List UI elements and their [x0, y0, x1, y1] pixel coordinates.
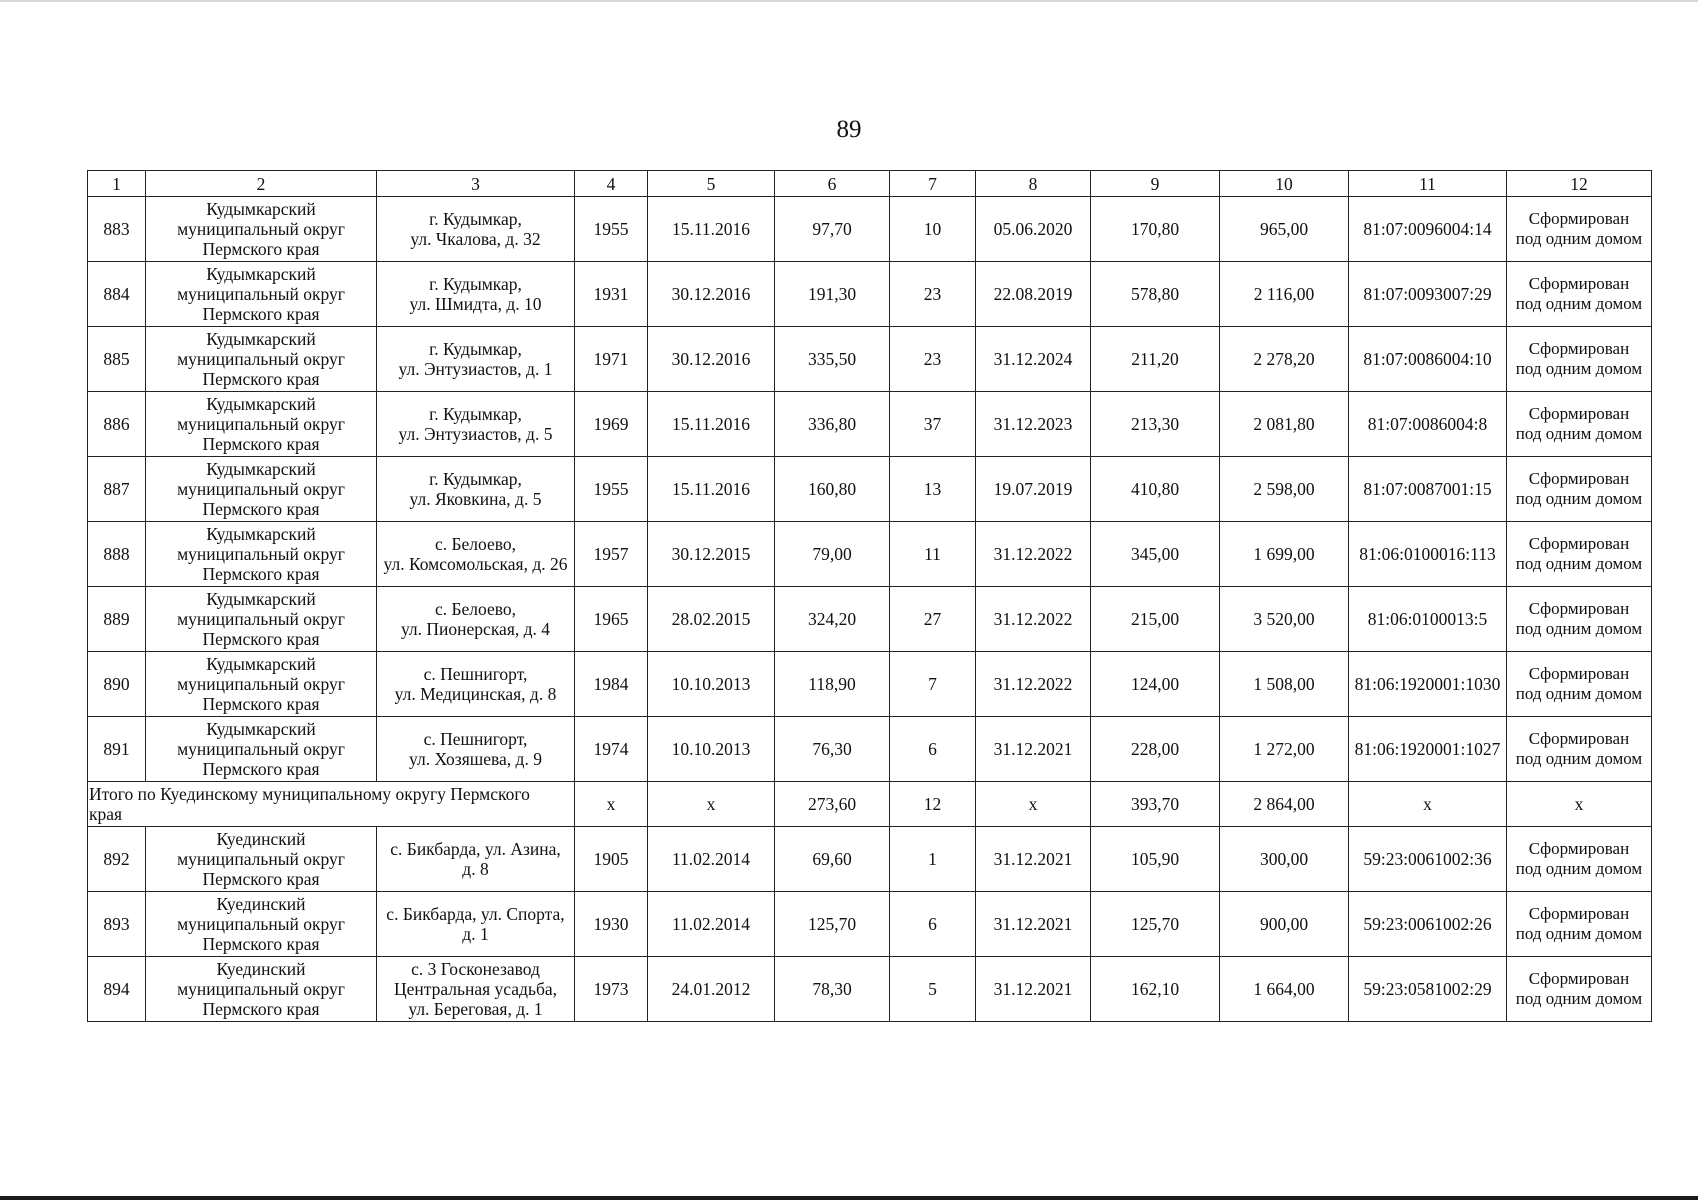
- column-number-header: 4: [575, 171, 648, 197]
- build-year-cell: 1955: [575, 197, 648, 262]
- municipality-cell-line: Кудымкарский: [206, 719, 316, 739]
- build-year-cell: 1984: [575, 652, 648, 717]
- resettlement-date-cell: 31.12.2024: [976, 327, 1091, 392]
- column-9-cell: 345,00: [1091, 522, 1220, 587]
- address-cell: [377, 957, 575, 1022]
- column-9-cell: 215,00: [1091, 587, 1220, 652]
- row-number-cell: 890: [88, 652, 146, 717]
- land-status-cell: [1507, 827, 1652, 892]
- municipality-cell-line: Кудымкарский: [206, 199, 316, 219]
- cadastral-number-cell: 81:07:0096004:14: [1349, 197, 1507, 262]
- address-cell: [377, 892, 575, 957]
- municipality-cell: [146, 652, 377, 717]
- address-cell-line: д. 1: [462, 924, 489, 944]
- address-cell-line: г. Кудымкар,: [429, 209, 522, 229]
- row-number-cell: 887: [88, 457, 146, 522]
- address-cell: [377, 197, 575, 262]
- column-9-cell: 228,00: [1091, 717, 1220, 782]
- build-year-cell: 1969: [575, 392, 648, 457]
- land-status-cell: [1507, 957, 1652, 1022]
- area-cell: 125,70: [775, 892, 890, 957]
- land-status-cell-line: под одним домом: [1515, 684, 1643, 703]
- row-number-cell: 888: [88, 522, 146, 587]
- cadastral-number-cell: 81:06:0100013:5: [1349, 587, 1507, 652]
- land-status-cell: [1507, 717, 1652, 782]
- area-cell: 76,30: [775, 717, 890, 782]
- column-10-cell: 300,00: [1220, 827, 1349, 892]
- resettlement-date-cell: 31.12.2022: [976, 652, 1091, 717]
- row-number-cell: 892: [88, 827, 146, 892]
- address-cell-line: с. Бикбарда, ул. Спорта,: [386, 904, 565, 924]
- area-cell: 78,30: [775, 957, 890, 1022]
- resettlement-date-cell: 31.12.2021: [976, 717, 1091, 782]
- address-cell-line: с. Белоево,: [434, 599, 517, 619]
- total-label-line: Итого по Куединскому муниципальному округу Пермского: [89, 784, 530, 804]
- column-10-cell: 3 520,00: [1220, 587, 1349, 652]
- land-status-cell-line: Сформирован: [1528, 274, 1630, 293]
- area-cell: 273,60: [775, 782, 890, 827]
- address-cell-line: с. Пешнигорт,: [423, 664, 528, 684]
- cadastral-number-cell: 81:07:0086004:10: [1349, 327, 1507, 392]
- build-year-cell: 1905: [575, 827, 648, 892]
- recognition-date-cell: х: [648, 782, 775, 827]
- cadastral-number-cell: 81:07:0093007:29: [1349, 262, 1507, 327]
- municipality-cell-line: Кудымкарский: [206, 264, 316, 284]
- column-number-header: 7: [890, 171, 976, 197]
- address-cell: [377, 327, 575, 392]
- column-10-cell: 965,00: [1220, 197, 1349, 262]
- land-status-cell: [1507, 892, 1652, 957]
- column-number-header: 11: [1349, 171, 1507, 197]
- address-cell-line: г. Кудымкар,: [429, 339, 522, 359]
- table-row: [88, 827, 1652, 892]
- row-number-cell: 893: [88, 892, 146, 957]
- table-row: [88, 262, 1652, 327]
- land-status-cell-line: Сформирован: [1528, 339, 1630, 358]
- address-cell: [377, 457, 575, 522]
- municipality-cell-line: муниципальный округ: [177, 414, 345, 434]
- resettlement-date-cell: 31.12.2022: [976, 522, 1091, 587]
- land-status-cell-line: Сформирован: [1528, 969, 1630, 988]
- land-status-cell: х: [1507, 782, 1652, 827]
- total-label: [88, 782, 575, 827]
- recognition-date-cell: 24.01.2012: [648, 957, 775, 1022]
- column-number-header: 5: [648, 171, 775, 197]
- land-status-cell-line: под одним домом: [1515, 424, 1643, 443]
- column-9-cell: 213,30: [1091, 392, 1220, 457]
- cadastral-number-cell: 59:23:0061002:26: [1349, 892, 1507, 957]
- municipality-cell-line: Пермского края: [202, 934, 320, 954]
- municipality-cell: [146, 327, 377, 392]
- build-year-cell: 1974: [575, 717, 648, 782]
- land-status-cell-line: Сформирован: [1528, 534, 1630, 553]
- column-number-header: 3: [377, 171, 575, 197]
- land-status-cell: [1507, 457, 1652, 522]
- column-9-cell: 211,20: [1091, 327, 1220, 392]
- recognition-date-cell: 15.11.2016: [648, 457, 775, 522]
- municipality-cell-line: Пермского края: [202, 564, 320, 584]
- land-status-cell-line: под одним домом: [1515, 924, 1643, 943]
- municipality-cell-line: Пермского края: [202, 304, 320, 324]
- row-number-cell: 883: [88, 197, 146, 262]
- resettlement-date-cell: 31.12.2021: [976, 957, 1091, 1022]
- land-status-cell-line: под одним домом: [1515, 619, 1643, 638]
- column-number-header: 2: [146, 171, 377, 197]
- land-status-cell: [1507, 327, 1652, 392]
- address-cell-line: ул. Хозяшева, д. 9: [409, 749, 542, 769]
- land-status-cell-line: Сформирован: [1528, 209, 1630, 228]
- address-cell-line: ул. Пионерская, д. 4: [400, 619, 551, 639]
- column-number-header: 8: [976, 171, 1091, 197]
- table-row: [88, 957, 1652, 1022]
- build-year-cell: 1955: [575, 457, 648, 522]
- column-9-cell: 578,80: [1091, 262, 1220, 327]
- scan-bottom-edge: [0, 1196, 1698, 1200]
- land-status-cell-line: под одним домом: [1515, 554, 1643, 573]
- address-cell-line: с. Белоево,: [434, 534, 517, 554]
- residents-cell: 13: [890, 457, 976, 522]
- address-cell-line: с. Бикбарда, ул. Азина,: [390, 839, 561, 859]
- municipality-cell-line: Пермского края: [202, 239, 320, 259]
- land-status-cell-line: Сформирован: [1528, 729, 1630, 748]
- row-number-cell: 891: [88, 717, 146, 782]
- address-cell: [377, 717, 575, 782]
- land-status-cell: [1507, 392, 1652, 457]
- table-row: [88, 327, 1652, 392]
- municipality-cell-line: Пермского края: [202, 369, 320, 389]
- land-status-cell-line: Сформирован: [1528, 599, 1630, 618]
- column-number-header: 12: [1507, 171, 1652, 197]
- land-status-cell: [1507, 197, 1652, 262]
- row-number-cell: 885: [88, 327, 146, 392]
- column-number-header: 10: [1220, 171, 1349, 197]
- municipality-cell-line: Пермского края: [202, 629, 320, 649]
- row-number-cell: 894: [88, 957, 146, 1022]
- scan-top-edge: [0, 0, 1698, 2]
- municipality-cell-line: Кудымкарский: [206, 524, 316, 544]
- resettlement-date-cell: 05.06.2020: [976, 197, 1091, 262]
- address-cell: [377, 587, 575, 652]
- address-cell-line: г. Кудымкар,: [429, 404, 522, 424]
- cadastral-number-cell: 59:23:0061002:36: [1349, 827, 1507, 892]
- total-label-line: края: [89, 804, 123, 824]
- column-number-header-row: [88, 171, 1652, 197]
- column-9-cell: 410,80: [1091, 457, 1220, 522]
- build-year-cell: х: [575, 782, 648, 827]
- municipality-cell: [146, 457, 377, 522]
- municipality-cell-line: Пермского края: [202, 869, 320, 889]
- address-cell-line: ул. Комсомольская, д. 26: [383, 554, 568, 574]
- residents-cell: 27: [890, 587, 976, 652]
- residents-cell: 6: [890, 717, 976, 782]
- residents-cell: 5: [890, 957, 976, 1022]
- address-cell-line: ул. Энтузиастов, д. 5: [398, 424, 553, 444]
- residents-cell: 1: [890, 827, 976, 892]
- municipality-cell-line: муниципальный округ: [177, 914, 345, 934]
- recognition-date-cell: 11.02.2014: [648, 892, 775, 957]
- address-cell-line: д. 8: [462, 859, 489, 879]
- residents-cell: 6: [890, 892, 976, 957]
- resettlement-date-cell: 22.08.2019: [976, 262, 1091, 327]
- land-status-cell-line: Сформирован: [1528, 469, 1630, 488]
- municipality-cell: [146, 522, 377, 587]
- municipality-cell-line: Пермского края: [202, 759, 320, 779]
- address-cell-line: ул. Чкалова, д. 32: [410, 229, 541, 249]
- recognition-date-cell: 10.10.2013: [648, 717, 775, 782]
- residents-cell: 23: [890, 327, 976, 392]
- recognition-date-cell: 30.12.2016: [648, 327, 775, 392]
- address-cell-line: ул. Медицинская, д. 8: [394, 684, 557, 704]
- recognition-date-cell: 11.02.2014: [648, 827, 775, 892]
- resettlement-date-cell: х: [976, 782, 1091, 827]
- municipality-cell-line: Куединский: [216, 829, 306, 849]
- resettlement-date-cell: 31.12.2023: [976, 392, 1091, 457]
- residents-cell: 7: [890, 652, 976, 717]
- address-cell: [377, 522, 575, 587]
- column-10-cell: 1 699,00: [1220, 522, 1349, 587]
- address-cell-line: г. Кудымкар,: [429, 469, 522, 489]
- column-10-cell: 2 116,00: [1220, 262, 1349, 327]
- recognition-date-cell: 30.12.2015: [648, 522, 775, 587]
- column-10-cell: 900,00: [1220, 892, 1349, 957]
- address-cell-line: ул. Шмидта, д. 10: [409, 294, 542, 314]
- table-row: [88, 717, 1652, 782]
- land-status-cell-line: под одним домом: [1515, 229, 1643, 248]
- column-9-cell: 124,00: [1091, 652, 1220, 717]
- municipality-cell: [146, 262, 377, 327]
- column-10-cell: 2 598,00: [1220, 457, 1349, 522]
- column-10-cell: 2 278,20: [1220, 327, 1349, 392]
- municipality-cell-line: Кудымкарский: [206, 459, 316, 479]
- municipality-cell: [146, 957, 377, 1022]
- row-number-cell: 884: [88, 262, 146, 327]
- municipality-cell-line: муниципальный округ: [177, 849, 345, 869]
- municipality-cell-line: Куединский: [216, 959, 306, 979]
- land-status-cell-line: Сформирован: [1528, 664, 1630, 683]
- area-cell: 97,70: [775, 197, 890, 262]
- resettlement-date-cell: 31.12.2021: [976, 892, 1091, 957]
- municipality-cell-line: Пермского края: [202, 499, 320, 519]
- build-year-cell: 1931: [575, 262, 648, 327]
- land-status-cell-line: Сформирован: [1528, 839, 1630, 858]
- build-year-cell: 1930: [575, 892, 648, 957]
- area-cell: 160,80: [775, 457, 890, 522]
- address-cell-line: ул. Береговая, д. 1: [408, 999, 543, 1019]
- land-status-cell-line: под одним домом: [1515, 749, 1643, 768]
- address-cell-line: г. Кудымкар,: [429, 274, 522, 294]
- column-9-cell: 125,70: [1091, 892, 1220, 957]
- housing-registry-table: [87, 170, 1652, 1022]
- land-status-cell-line: под одним домом: [1515, 989, 1643, 1008]
- build-year-cell: 1957: [575, 522, 648, 587]
- registry-body: [88, 197, 1652, 1022]
- address-cell-line: Центральная усадьба,: [393, 979, 557, 999]
- recognition-date-cell: 30.12.2016: [648, 262, 775, 327]
- municipality-cell-line: муниципальный округ: [177, 739, 345, 759]
- row-number-cell: 886: [88, 392, 146, 457]
- column-9-cell: 170,80: [1091, 197, 1220, 262]
- residents-cell: 37: [890, 392, 976, 457]
- recognition-date-cell: 10.10.2013: [648, 652, 775, 717]
- municipality-cell: [146, 587, 377, 652]
- table-row: [88, 457, 1652, 522]
- cadastral-number-cell: 81:07:0087001:15: [1349, 457, 1507, 522]
- column-number-header: 9: [1091, 171, 1220, 197]
- municipality-cell: [146, 717, 377, 782]
- municipality-cell-line: муниципальный округ: [177, 544, 345, 564]
- recognition-date-cell: 15.11.2016: [648, 197, 775, 262]
- municipality-cell: [146, 827, 377, 892]
- municipality-cell-line: муниципальный округ: [177, 674, 345, 694]
- table-row: [88, 522, 1652, 587]
- municipality-cell-line: муниципальный округ: [177, 479, 345, 499]
- municipality-cell-line: муниципальный округ: [177, 979, 345, 999]
- residents-cell: 10: [890, 197, 976, 262]
- area-cell: 324,20: [775, 587, 890, 652]
- area-cell: 79,00: [775, 522, 890, 587]
- municipality-cell-line: Кудымкарский: [206, 589, 316, 609]
- area-cell: 69,60: [775, 827, 890, 892]
- municipality-cell-line: муниципальный округ: [177, 349, 345, 369]
- land-status-cell: [1507, 262, 1652, 327]
- resettlement-date-cell: 31.12.2021: [976, 827, 1091, 892]
- land-status-cell-line: под одним домом: [1515, 359, 1643, 378]
- table-row: [88, 892, 1652, 957]
- cadastral-number-cell: х: [1349, 782, 1507, 827]
- page-number: 89: [836, 116, 862, 143]
- municipality-cell-line: Куединский: [216, 894, 306, 914]
- land-status-cell-line: под одним домом: [1515, 294, 1643, 313]
- address-cell-line: с. 3 Госконезавод: [411, 959, 540, 979]
- recognition-date-cell: 28.02.2015: [648, 587, 775, 652]
- table-row: [88, 652, 1652, 717]
- total-row: [88, 782, 1652, 827]
- municipality-cell-line: Пермского края: [202, 434, 320, 454]
- column-9-cell: 393,70: [1091, 782, 1220, 827]
- cadastral-number-cell: 81:06:1920001:1030: [1349, 652, 1507, 717]
- residents-cell: 23: [890, 262, 976, 327]
- table-row: [88, 587, 1652, 652]
- municipality-cell-line: Кудымкарский: [206, 654, 316, 674]
- land-status-cell: [1507, 522, 1652, 587]
- table-row: [88, 197, 1652, 262]
- land-status-cell-line: под одним домом: [1515, 489, 1643, 508]
- row-number-cell: 889: [88, 587, 146, 652]
- municipality-cell: [146, 892, 377, 957]
- resettlement-date-cell: 31.12.2022: [976, 587, 1091, 652]
- address-cell-line: ул. Яковкина, д. 5: [409, 489, 542, 509]
- municipality-cell-line: Кудымкарский: [206, 329, 316, 349]
- column-10-cell: 1 508,00: [1220, 652, 1349, 717]
- column-10-cell: 1 272,00: [1220, 717, 1349, 782]
- column-number-header: 6: [775, 171, 890, 197]
- municipality-cell-line: Кудымкарский: [206, 394, 316, 414]
- column-9-cell: 162,10: [1091, 957, 1220, 1022]
- area-cell: 335,50: [775, 327, 890, 392]
- column-9-cell: 105,90: [1091, 827, 1220, 892]
- municipality-cell: [146, 392, 377, 457]
- build-year-cell: 1971: [575, 327, 648, 392]
- address-cell: [377, 827, 575, 892]
- address-cell: [377, 652, 575, 717]
- land-status-cell-line: Сформирован: [1528, 904, 1630, 923]
- build-year-cell: 1973: [575, 957, 648, 1022]
- address-cell-line: ул. Энтузиастов, д. 1: [398, 359, 553, 379]
- resettlement-date-cell: 19.07.2019: [976, 457, 1091, 522]
- land-status-cell-line: под одним домом: [1515, 859, 1643, 878]
- table-row: [88, 392, 1652, 457]
- municipality-cell-line: Пермского края: [202, 999, 320, 1019]
- area-cell: 191,30: [775, 262, 890, 327]
- municipality-cell-line: муниципальный округ: [177, 219, 345, 239]
- address-cell-line: с. Пешнигорт,: [423, 729, 528, 749]
- build-year-cell: 1965: [575, 587, 648, 652]
- column-10-cell: 1 664,00: [1220, 957, 1349, 1022]
- cadastral-number-cell: 81:06:1920001:1027: [1349, 717, 1507, 782]
- municipality-cell-line: муниципальный округ: [177, 284, 345, 304]
- land-status-cell: [1507, 587, 1652, 652]
- cadastral-number-cell: 59:23:0581002:29: [1349, 957, 1507, 1022]
- cadastral-number-cell: 81:06:0100016:113: [1349, 522, 1507, 587]
- municipality-cell-line: Пермского края: [202, 694, 320, 714]
- address-cell: [377, 262, 575, 327]
- residents-cell: 11: [890, 522, 976, 587]
- column-number-header: 1: [88, 171, 146, 197]
- area-cell: 336,80: [775, 392, 890, 457]
- cadastral-number-cell: 81:07:0086004:8: [1349, 392, 1507, 457]
- address-cell: [377, 392, 575, 457]
- column-10-cell: 2 081,80: [1220, 392, 1349, 457]
- land-status-cell-line: Сформирован: [1528, 404, 1630, 423]
- municipality-cell: [146, 197, 377, 262]
- land-status-cell: [1507, 652, 1652, 717]
- column-10-cell: 2 864,00: [1220, 782, 1349, 827]
- residents-cell: 12: [890, 782, 976, 827]
- recognition-date-cell: 15.11.2016: [648, 392, 775, 457]
- area-cell: 118,90: [775, 652, 890, 717]
- municipality-cell-line: муниципальный округ: [177, 609, 345, 629]
